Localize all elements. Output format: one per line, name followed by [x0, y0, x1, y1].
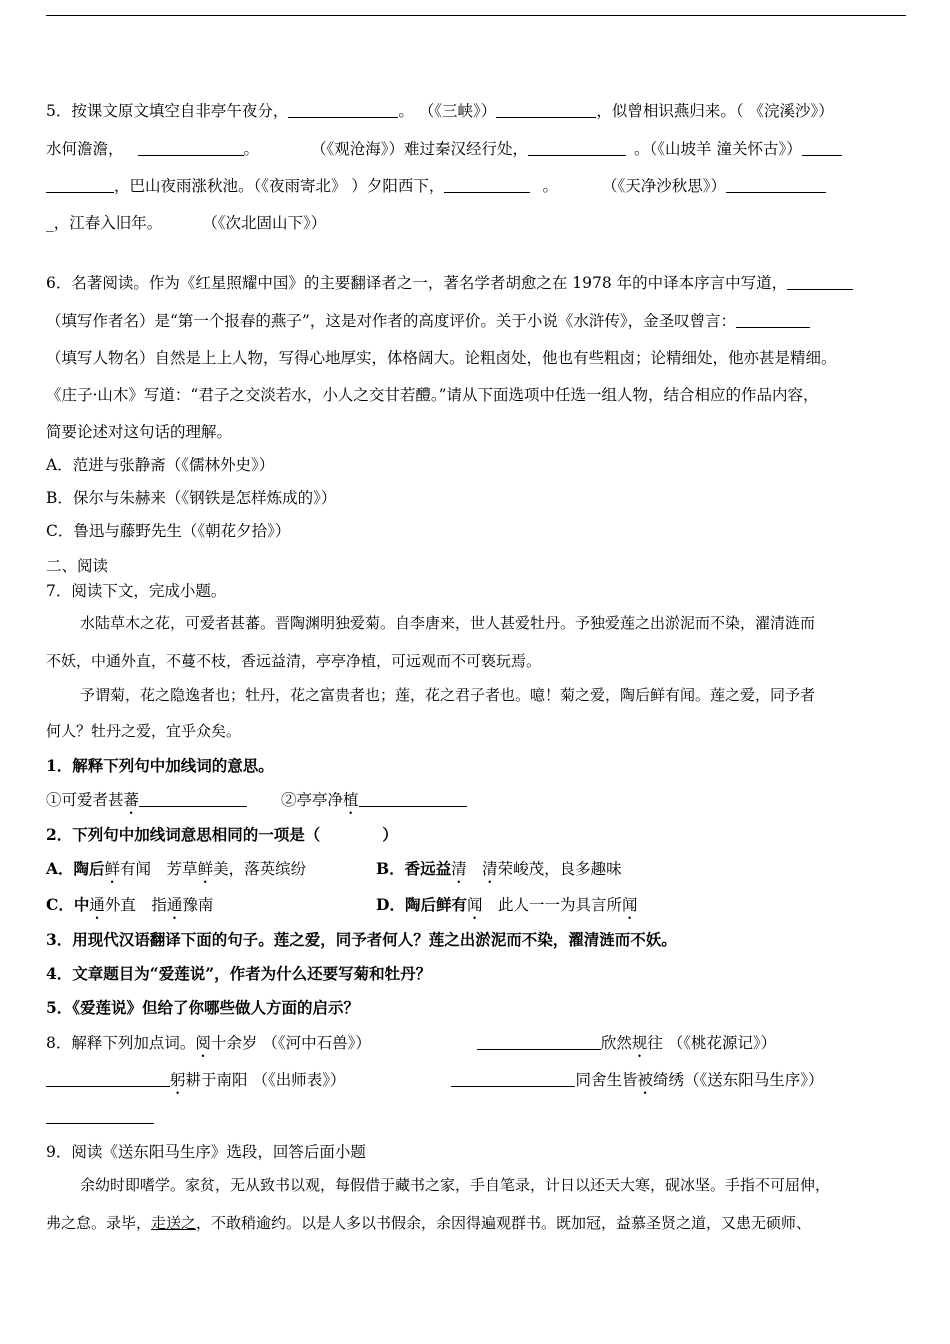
dotted-word: 植	[343, 791, 359, 809]
q7-option-b[interactable]: B．香远益清 清荣峻茂，良多趣味	[376, 859, 622, 878]
q9-passage-line1: 余幼时即嗜学。家贫，无从致书以观，每假借于藏书之家，手自笔录，计日以还天大寒，砚冰坚。手指不可屈伸，	[80, 1176, 831, 1194]
q5-blank-1[interactable]	[288, 101, 398, 118]
q7-sub2-options-cd	[46, 894, 908, 923]
q7-title: 7．阅读下文，完成小题。	[46, 582, 227, 600]
q7-sub2: 2．下列句中加线词意思相同的一项是（ ）	[46, 825, 398, 844]
q5-line-3: ，巴山夜雨涨秋池。（《夜雨寄北》 ）夕阳西下， 。 （《天净沙秋思》）	[46, 175, 908, 197]
q9-passage-line2: 弗之怠。录毕，走送之，不敢稍逾约。以是人多以书假余，余因得遍观群书。既加冠，益慕圣贤之道，又患无硕师、	[46, 1214, 812, 1232]
q7-passage-p2-line2: 何人？牡丹之爱，宜乎众矣。	[46, 722, 242, 740]
q6-option-a: A．范进与张静斋（《儒林外史》）	[46, 456, 275, 474]
q6-line-3: （填写人物名）自然是上上人物，写得心地厚实，体格阔大。论粗卤处，他也有些粗卤；论精细处，他亦甚是精细。	[46, 349, 837, 367]
section-heading-reading: 二、阅读	[46, 557, 109, 575]
q7-sub1-blank-1[interactable]	[139, 790, 247, 807]
q5-line-1: 5．按课文原文填空自非亭午夜分， 。 （《三峡》） ，似曾相识燕归来。（ 《浣溪沙》）	[46, 102, 834, 120]
q5-line-4: _，江春入旧年。 （《次北固山下》）	[46, 214, 327, 232]
q8-blank-2[interactable]	[46, 1070, 170, 1087]
q5-text: 5．按课文原文填空自非亭午夜分，	[46, 102, 289, 120]
q8-line-3	[46, 1106, 908, 1128]
q7-option-d[interactable]: D．陶后鲜有闻 此人一一为具言所闻	[376, 895, 638, 914]
underlined-phrase: 走送之	[151, 1214, 197, 1232]
q5-blank-4[interactable]	[528, 139, 626, 156]
q5-blank-6[interactable]	[444, 176, 530, 193]
q7-sub2-options-ab	[46, 858, 908, 887]
q7-passage-p1-line2: 不妖，中通外直，不蔓不枝，香远益清，亭亭净植，可远观而不可亵玩焉。	[46, 652, 542, 670]
q9-title: 9．阅读《送东阳马生序》选段，回答后面小题	[46, 1143, 366, 1161]
q6-line-5: 简要论述对这句话的理解。	[46, 423, 233, 441]
q5-blank-2[interactable]	[496, 101, 596, 118]
q6-line-4: 《庄子·山木》写道：“君子之交淡若水，小人之交甘若醴。”请从下面选项中任选一组人物，结合相应的作品内容，	[46, 386, 819, 404]
q8-blank-1[interactable]	[477, 1033, 601, 1050]
q6-line-1: 6．名著阅读。作为《红星照耀中国》的主要翻译者之一，著名学者胡愈之在 1978 年的中译本序言中写道，	[46, 272, 908, 294]
q6-blank-character[interactable]	[736, 311, 810, 328]
q8-blank-3[interactable]	[451, 1070, 575, 1087]
dotted-word: 蕃	[123, 791, 140, 809]
q5-line-2: 水何澹澹， 。 （《观沧海》）难过秦汉经行处， 。（《山坡羊 潼关怀古》）	[46, 138, 908, 160]
q6-line-2: （填写作者名）是“第一个报春的燕子”，这是对作者的高度评价。关于小说《水浒传》，金圣叹曾言：	[46, 310, 908, 332]
q8-line-2: 躬耕于南阳 （《出师表》） 同舍生皆被绮绣（《送东阳马生序》）	[46, 1069, 908, 1098]
q6-option-c: C．鲁迅与藤野先生（《朝花夕拾》）	[46, 522, 291, 540]
q7-sub1: 1．解释下列句中加线词的意思。	[46, 756, 274, 775]
q7-sub4: 4．文章题目为“爱莲说”，作者为什么还要写菊和牡丹？	[46, 964, 432, 983]
page-top-rule	[46, 15, 906, 16]
q5-blank-3[interactable]	[138, 139, 244, 156]
q8-blank-4[interactable]	[46, 1107, 154, 1124]
q7-passage-p1-line1: 水陆草木之花，可爱者甚蕃。晋陶渊明独爱菊。自李唐来，世人甚爱牡丹。予独爱莲之出淤泥而不染，濯清涟而	[80, 614, 816, 632]
q5-blank-5[interactable]	[802, 139, 842, 156]
q7-sub5: 5．《爱莲说》但给了你哪些做人方面的启示？	[46, 998, 360, 1017]
q7-sub1-blank-2[interactable]	[359, 790, 467, 807]
q7-passage-p2-line1: 予谓菊，花之隐逸者也；牡丹，花之富贵者也；莲，花之君子者也。噫！菊之爱，陶后鲜有闻。莲之爱，同予者	[80, 686, 816, 704]
q8-line-1: 8．解释下列加点词。阅十余岁 （《河中石兽》） 欣然规往 （《桃花源记》）	[46, 1034, 777, 1052]
q6-blank-author[interactable]	[787, 273, 853, 290]
q7-sub3: 3．用现代汉语翻译下面的句子。莲之爱，同予者何人？莲之出淤泥而不染，濯清涟而不妖。	[46, 930, 677, 949]
q7-option-a[interactable]: A．陶后鲜有闻 芳草鲜美，落英缤纷	[46, 859, 307, 878]
q5-blank-7[interactable]	[726, 176, 826, 193]
q7-sub1-items: ①可爱者甚蕃 ②亭亭净植	[46, 789, 908, 818]
q7-option-c[interactable]: C．中通外直 指通豫南	[46, 895, 214, 914]
q5-blank-5b[interactable]	[46, 176, 114, 193]
q6-option-b: B．保尔与朱赫来（《钢铁是怎样炼成的》）	[46, 489, 337, 507]
